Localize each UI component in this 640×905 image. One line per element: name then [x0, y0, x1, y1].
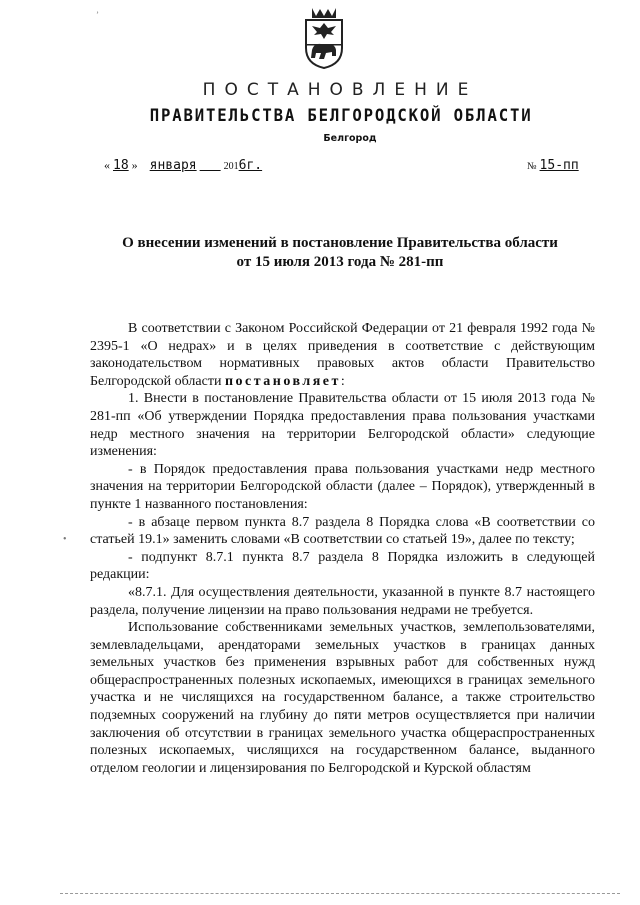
document-type-title: ПОСТАНОВЛЕНИЕ: [202, 80, 478, 100]
document-number: [527, 158, 579, 173]
decree-word: постановляет: [224, 373, 341, 389]
preamble-colon: :: [340, 373, 345, 389]
city-name: Белгород: [323, 133, 377, 144]
scan-bottom-edge: [60, 893, 620, 902]
body-paragraph-2: - в Порядок предоставления права пользования участками недр местного значения на территории Белгородской области (далее – Порядок), утвержденный в пункте 1 названного постановления:: [90, 461, 595, 512]
body-paragraph-6: Использование собственниками земельных участков, землепользователями, землевладельцами, арендаторами земельных участков в границах данных земельных участков без применения взрывных работ для собственных нужд общераспространенных полезных ископаемых, имеющихся в границах земельного участка и не числящихся на государственном балансе, а также строительство подземных сооружений на глубину до пяти метров осуществляется при наличии заключения об отсутствии в границах земельного участка общераспространенных полезных ископаемых, числящихся на государственном балансе, выданного отделом геологии и лицензирования по Белгородской и Курской областям: [90, 620, 595, 776]
date-year-prefix: 201: [223, 161, 239, 172]
date-open-quote: «: [104, 158, 110, 172]
date-day: 18: [113, 158, 129, 173]
scan-mark: ’: [96, 10, 99, 20]
body-paragraph-3: - в абзаце первом пункта 8.7 раздела 8 Порядка слова «В соответствии со статьей 19.1» заменить словами «В соответствии со статьей 19», далее по тексту;: [90, 514, 595, 548]
body-paragraph-5: «8.7.1. Для осуществления деятельности, указанной в пункте 8.7 настоящего раздела, получение лицензии на право пользования недрами не требуется.: [90, 584, 595, 618]
body-paragraph-preamble: [90, 320, 595, 390]
date-close-quote: »: [131, 158, 138, 172]
number-value: 15-пп: [539, 158, 579, 173]
document-date: [104, 158, 262, 173]
coat-of-arms-icon: [302, 6, 346, 70]
body-paragraph-4: - подпункт 8.7.1 пункта 8.7 раздела 8 Порядка изложить в следующей редакции:: [90, 549, 595, 583]
document-heading: [60, 234, 620, 272]
date-month: января: [149, 158, 197, 173]
heading-line-2: от 15 июля 2013 года № 281-пп: [236, 254, 444, 270]
document-body: [90, 320, 595, 777]
preamble-text: В соответствии с Законом Российской Федерации от 21 февраля 1992 года № 2395-1 «О недрах» и в целях приведения в соответствие с действующим законодательством нормативных правовых актов области Правительство Белгородской области: [90, 321, 595, 389]
date-year-suffix: 6г.: [238, 158, 263, 173]
issuer-title: ПРАВИТЕЛЬСТВА БЕЛГОРОДСКОЙ ОБЛАСТИ: [149, 106, 533, 126]
margin-mark: •: [63, 534, 67, 545]
number-label: №: [527, 161, 537, 172]
heading-line-1: О внесении изменений в постановление Правительства области: [122, 235, 558, 251]
body-paragraph-1: 1. Внести в постановление Правительства области от 15 июля 2013 года № 281-пп «Об утверждении Порядка предоставления права пользования участками недр местного значения на территории Белгородской области» следующие изменения:: [90, 391, 595, 460]
